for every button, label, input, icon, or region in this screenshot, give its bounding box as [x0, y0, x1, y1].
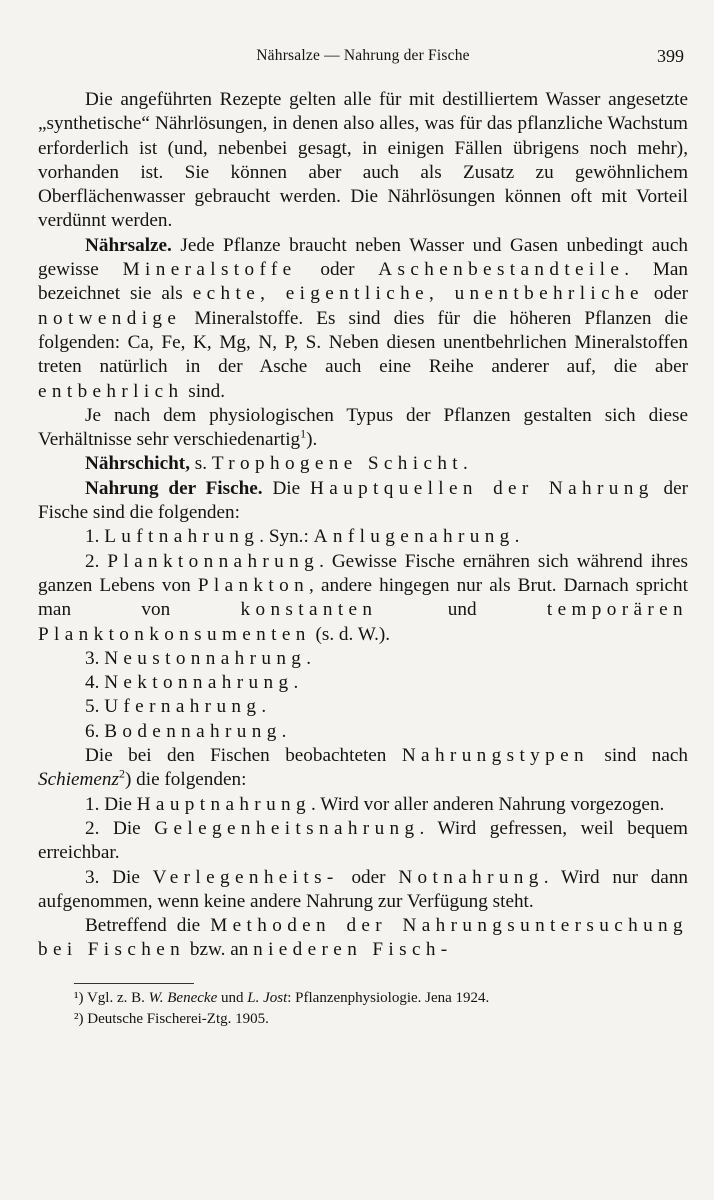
entry-heading-nahrung: Nahrung der Fische.	[85, 477, 263, 499]
nahrungstypen-paragraph: Die bei den Fischen beobachteten Nahrungstypen sind nach Schiemenz$^2$) die folgenden:	[38, 745, 688, 791]
footnotes	[38, 988, 688, 1030]
entry-heading-naehrschicht: Nährschicht,	[85, 453, 190, 475]
footnote-ref-2: 2	[119, 766, 125, 781]
book-page	[38, 40, 688, 1030]
footnote-divider	[74, 983, 194, 984]
footnote-2: ²) Deutsche Fischerei-Ztg. 1905.	[74, 1010, 269, 1027]
footnote-ref-1: 1	[300, 426, 307, 441]
list-item: 2. Planktonnahrung. Gewisse Fische ernähren sich während ihres ganzen Lebens von Plankton, andere hingegen nur als Brut. Darnach spricht man von konstanten und temporären Planktonkonsumenten (s. d. W.).	[38, 550, 689, 645]
page-number: 399	[657, 46, 684, 66]
list-item: 5. Ufernahrung.	[85, 696, 267, 718]
entry-heading-naehrsalze: Nährsalze.	[85, 234, 172, 256]
nahrung-paragraph: Nahrung der Fische. Die Hauptquellen der Nahrung der Fische sind die folgenden:	[38, 477, 688, 524]
typus-paragraph: Je nach dem physiologischen Typus der Pflanzen gestalten sich diese Verhältnisse sehr verschiedenartig$^1$).	[38, 404, 688, 451]
list-item: 1. Die Hauptnahrung. Wird vor aller anderen Nahrung vorgezogen.	[85, 793, 665, 815]
list-item: 3. Neustonnahrung.	[85, 647, 312, 669]
list-item: 6. Bodennahrung.	[85, 720, 287, 742]
naehrschicht-paragraph: Nährschicht, s. Trophogene Schicht.	[85, 453, 468, 475]
intro-paragraph: Die angeführten Rezepte gelten alle für mit destilliertem Wasser angesetzte „synthetische“ Nährlösungen, in denen also alles, was für das pflanzliche Wachstum erforderlich ist (und, nebenbei gesagt, in einigen Fällen übrigens noch mehr), vorhanden ist. Sie können aber auch als Zusatz zu gewöhnlichem Oberflächenwasser gebraucht werden. Die Nährlösungen können oft mit Vorteil verdünnt werden.	[38, 89, 688, 232]
list-item: 2. Die Gelegenheitsnahrung. Wird gefressen, weil bequem erreichbar.	[38, 817, 688, 864]
methoden-paragraph: Betreffend die Methoden der Nahrungsuntersuchung bei Fischen bzw. an niederen Fisch-	[38, 915, 688, 961]
author-name: Schiemenz	[38, 769, 119, 791]
footnote-1: ¹) Vgl. z. B. W. Benecke und L. Jost: Pflanzenphysiologie. Jena 1924.	[74, 989, 490, 1006]
list-item: 3. Die Verlegenheits- oder Notnahrung. Wird nur dann aufgenommen, wenn keine andere Nahrung zur Verfügung steht.	[38, 866, 689, 912]
running-head	[38, 40, 688, 70]
running-title: Nährsalze — Nahrung der Fische	[256, 47, 470, 64]
naehrsalze-paragraph: Nährsalze. Jede Pflanze braucht neben Wasser und Gasen unbedingt auch gewisse Mineralstoffe oder Aschenbestandteile. Man bezeichnet sie als echte, eigentliche, unentbehrliche oder notwendige Mineralstoffe. Es sind dies für die höheren Pflanzen die folgenden: Ca, Fe, K, Mg, N, P, S. Neben diesen unentbehrlichen Mineralstoffen treten natürlich in der Asche auch eine Reihe anderer auf, die aber entbehrlich sind.	[38, 234, 689, 402]
list-item: 4. Nektonnahrung.	[85, 672, 299, 694]
list-item: 1. Luftnahrung. Syn.: Anflugenahrung.	[85, 526, 520, 548]
